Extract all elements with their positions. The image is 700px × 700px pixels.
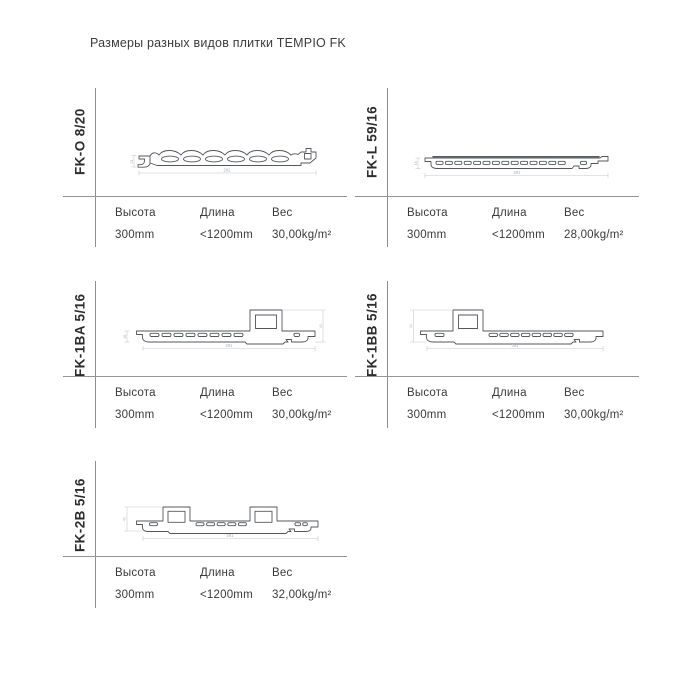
value-height: 300mm: [115, 229, 155, 241]
spec-table: [355, 376, 639, 421]
value-length: <1200mm: [200, 589, 253, 601]
section-fk-1bb: [355, 281, 639, 443]
dim-thickness-label: 16: [414, 161, 418, 166]
value-weight: 28,00kg/m²: [564, 229, 624, 241]
dim-width-label: 292: [223, 167, 231, 173]
col-header-weight: Вес: [272, 387, 293, 399]
section-fk-2b: [63, 461, 347, 623]
col-header-weight: Вес: [564, 387, 585, 399]
profile-outline: [137, 507, 319, 534]
section-fk-o: [63, 88, 347, 250]
value-length: <1200mm: [492, 409, 545, 421]
dimension-annotations: [123, 310, 326, 351]
value-weight: 30,00kg/m²: [272, 409, 332, 421]
profile-label: FK-O 8/20: [72, 108, 88, 176]
spec-table: [63, 376, 347, 421]
page-title: Размеры разных видов плитки TEMPIO FK: [90, 36, 346, 50]
profile-drawing-fk-o: [125, 142, 330, 188]
value-weight: 32,00kg/m²: [272, 589, 332, 601]
col-header-length: Длина: [200, 207, 235, 219]
value-length: <1200mm: [200, 409, 253, 421]
col-header-weight: Вес: [272, 567, 293, 579]
spec-table: [355, 196, 639, 241]
value-weight: 30,00kg/m²: [564, 409, 624, 421]
col-header-height: Высота: [407, 387, 448, 399]
dim-box-height-label: 41: [409, 324, 413, 328]
col-header-height: Высота: [115, 567, 156, 579]
profile-drawing-fk-l: [412, 147, 622, 183]
value-height: 300mm: [407, 229, 447, 241]
value-length: <1200mm: [492, 229, 545, 241]
dim-width-label: 291: [513, 170, 521, 176]
dim-width-label: 291: [225, 343, 233, 349]
value-height: 300mm: [115, 409, 155, 421]
profile-drawing-fk-1bb: [404, 302, 619, 354]
dim-thickness-label: 21: [130, 159, 134, 164]
dim-width-label: 291: [511, 343, 519, 349]
profile-label: FK-1BB 5/16: [364, 293, 380, 377]
profile-drawing-fk-1ba: [120, 302, 332, 354]
col-header-length: Длина: [200, 387, 235, 399]
col-header-length: Длина: [492, 207, 527, 219]
value-weight: 30,00kg/m²: [272, 229, 332, 241]
col-header-weight: Вес: [272, 207, 293, 219]
profile-label: FK-1BA 5/16: [72, 293, 88, 377]
col-header-height: Высота: [115, 387, 156, 399]
profile-outline: [137, 310, 316, 344]
value-height: 300mm: [115, 589, 155, 601]
col-header-length: Длина: [200, 567, 235, 579]
profile-label: FK-2B 5/16: [72, 478, 88, 552]
profile-outline: [138, 149, 316, 168]
col-header-weight: Вес: [564, 207, 585, 219]
profile-drawing-fk-2b: [118, 494, 333, 544]
dim-box-height-label: 41: [122, 517, 127, 521]
value-height: 300mm: [407, 409, 447, 421]
spec-table: [63, 556, 347, 601]
dimension-annotations: [409, 310, 603, 351]
spec-table: [63, 196, 347, 241]
dim-thickness-label: 16: [123, 334, 127, 339]
dim-box-height-label: 41: [318, 324, 323, 328]
dimension-annotations: [123, 507, 319, 541]
profile-outline: [421, 310, 604, 344]
section-fk-1ba: [63, 281, 347, 443]
col-header-length: Длина: [492, 387, 527, 399]
section-fk-l: [355, 88, 639, 250]
profile-label: FK-L 59/16: [364, 105, 380, 179]
value-length: <1200mm: [200, 229, 253, 241]
col-header-height: Высота: [407, 207, 448, 219]
col-header-height: Высота: [115, 207, 156, 219]
profile-outline: [425, 157, 608, 169]
dim-width-label: 291: [226, 533, 234, 539]
